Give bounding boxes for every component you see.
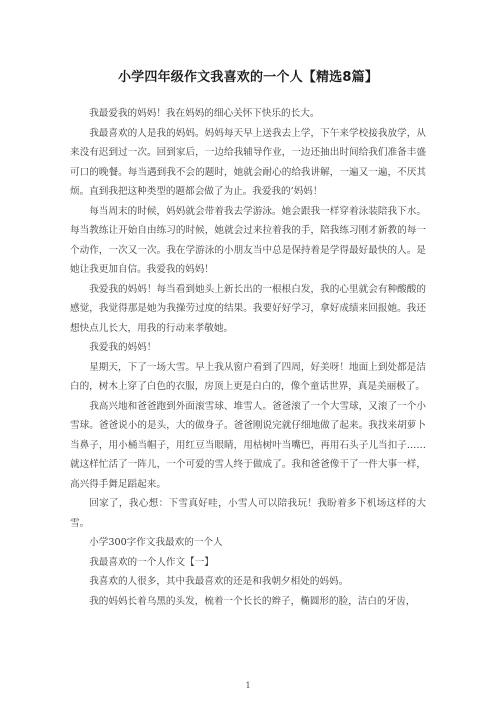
paragraph: 我喜欢的人很多，其中我最喜欢的还是和我朝夕相处的妈妈。 (89, 576, 349, 587)
paragraph: 我爱我的妈妈！ (89, 342, 157, 353)
paragraph: 我最喜欢的一个人作文【一】 (89, 556, 214, 568)
paragraph: 小学300字作文我最欢的一个人 (89, 537, 223, 548)
paragraph: 回家了，我心想：下雪真好哇，小雪人可以陪我玩！我盼着多下机场这样的大雪。 (70, 498, 426, 529)
paragraph: 我的妈妈长着乌黑的头发，梳着一个长长的辫子，椭圆形的脸，洁白的牙齿， (89, 595, 416, 607)
paragraph: 我高兴地和爸爸跑到外面滚雪球、堆雪人。爸爸滚了一个大雪球，又滚了一个小雪球。爸爸说小的是头，大的做身子。爸爸刚说完就仔细地做了起来。我找来胡萝卜当鼻子，用小桶当帽子，用红豆当眼睛，用枯树叶当嘴巴，再用石头子儿当扣子……就这样忙活了一阵儿，一个可爱的雪人终于做成了。我和爸爸像干了一件大事一样，高兴得手舞足蹈起来。 (70, 400, 426, 490)
paragraph: 每当周末的时候，妈妈就会带着我去学游泳。她会跟我一样穿着泳装陪我下水。每当教练让开始自由练习的时候，她就会过来拉着我的手，陪我练习刚才新教的每一个动作，一次又一次。我在学游泳的小朋友当中总是保持着是学得最好最快的人。是她让我更加自信。我爱我的妈妈！ (70, 205, 426, 275)
paragraph: 我最喜欢的人是我的妈妈。妈妈每天早上送我去上学，下午来学校接我放学，从来没有迟到过一次。回到家后，一边给我辅导作业，一边还抽出时间给我们准备丰盛可口的晚餐。每当遇到我不会的题时，她就会耐心的给我讲解，一遍又一遍，不厌其烦。直到我把这种类型的题都会做了为止。我爱我的’妈妈！ (70, 127, 426, 197)
paragraph: 星期天，下了一场大雪。早上我从窗户看到了四周，好美呀！地面上到处都是洁白的，树木上穿了白色的衣服，房顶上更是白白的，像个童话世界，真是美丽极了。 (70, 361, 426, 392)
paragraph: 我最爱我的妈妈！我在妈妈的细心关怀下快乐的长大。 (89, 108, 320, 119)
page-number: 1 (245, 681, 251, 690)
paragraph: 我爱我的妈妈！每当看到她头上新长出的一根根白发，我的心里就会有种酸酸的感觉，我觉得那是她为我操劳过度的结果。我要好好学习，拿好成绩来回报她。我还想快点儿长大，用我的行动来孝敬她。 (70, 283, 426, 334)
document-title: 小学四年级作文我喜欢的一个人【精选8篇】 (117, 70, 379, 85)
